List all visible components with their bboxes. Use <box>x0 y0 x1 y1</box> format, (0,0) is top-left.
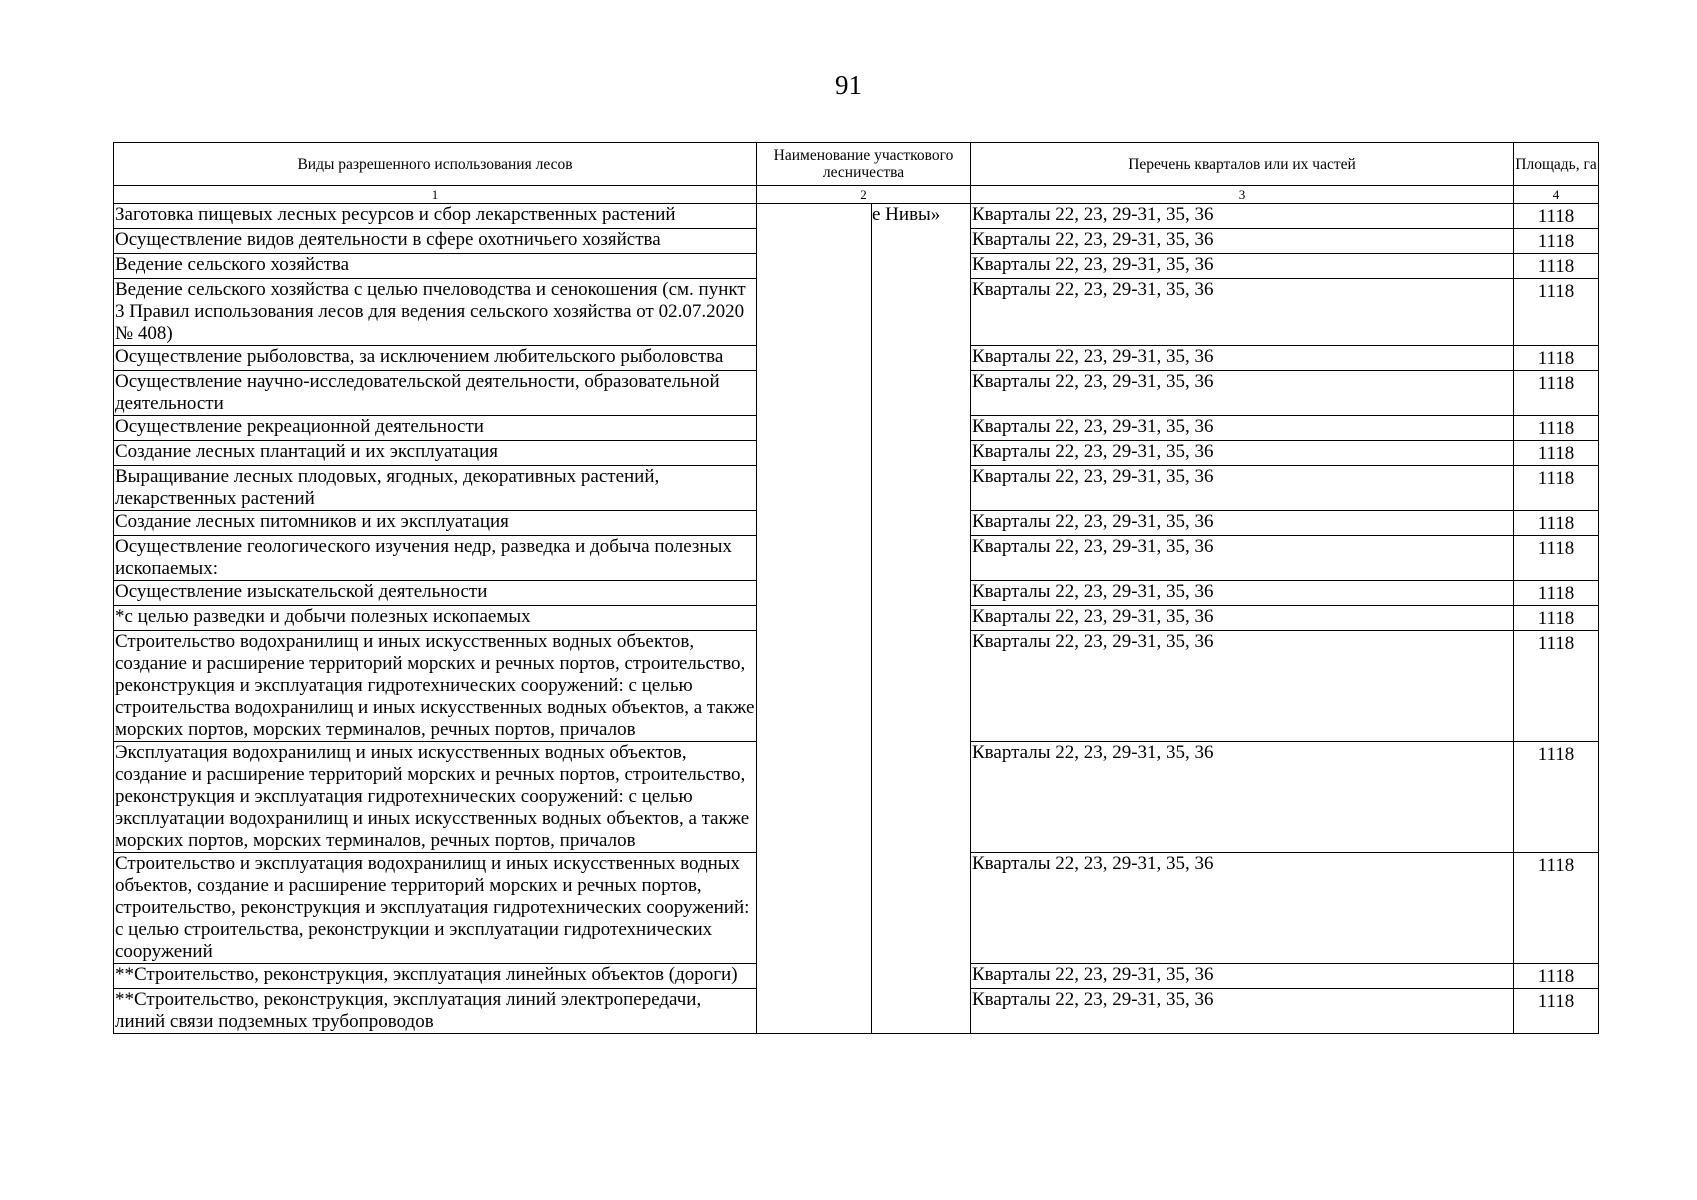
column-number: 2 <box>757 186 971 204</box>
area-value: 1118 <box>1514 346 1599 371</box>
area-value: 1118 <box>1514 371 1599 416</box>
header-area: Площадь, га <box>1514 143 1599 186</box>
column-number: 4 <box>1514 186 1599 204</box>
quarters-list: Кварталы 22, 23, 29-31, 35, 36 <box>971 631 1514 742</box>
forest-use-type: Осуществление геологического изучения недр, разведка и добыча полезных ископаемых: <box>114 536 757 581</box>
area-value: 1118 <box>1514 466 1599 511</box>
forest-use-type: Осуществление научно-исследовательской деятельности, образовательной деятельности <box>114 371 757 416</box>
area-value: 1118 <box>1514 254 1599 279</box>
page-number: 91 <box>835 70 862 100</box>
quarters-list: Кварталы 22, 23, 29-31, 35, 36 <box>971 581 1514 606</box>
header-forest-use-type: Виды разрешенного использования лесов <box>114 143 757 186</box>
forest-use-table <box>113 142 1599 1034</box>
table-header-row <box>114 143 1599 186</box>
area-value: 1118 <box>1514 606 1599 631</box>
forest-use-type: Ведение сельского хозяйства <box>114 254 757 279</box>
quarters-list: Кварталы 22, 23, 29-31, 35, 36 <box>971 229 1514 254</box>
forest-use-type: Осуществление изыскательской деятельности <box>114 581 757 606</box>
forest-use-type: Осуществление рыболовства, за исключением любительского рыболовства <box>114 346 757 371</box>
forest-use-type: Ведение сельского хозяйства с целью пчеловодства и сенокошения (см. пункт 3 Правил использования лесов для ведения сельского хозяйства от 02.07.2020 № 408) <box>114 279 757 346</box>
area-value: 1118 <box>1514 204 1599 229</box>
quarters-list: Кварталы 22, 23, 29-31, 35, 36 <box>971 606 1514 631</box>
forest-use-type: *с целью разведки и добычи полезных ископаемых <box>114 606 757 631</box>
area-value: 1118 <box>1514 229 1599 254</box>
quarters-list: Кварталы 22, 23, 29-31, 35, 36 <box>971 511 1514 536</box>
column-number: 1 <box>114 186 757 204</box>
lesnichestvo-cell <box>757 204 971 1034</box>
area-value: 1118 <box>1514 511 1599 536</box>
quarters-list: Кварталы 22, 23, 29-31, 35, 36 <box>971 964 1514 989</box>
forest-use-type: Эксплуатация водохранилищ и иных искусственных водных объектов, создание и расширение территорий морских и речных портов, строительство, реконструкция и эксплуатация гидротехнических сооружений: с целью эксплуатации водохранилищ и иных искусственных водных объектов, а также морских портов, морских терминалов, речных портов, причалов <box>114 742 757 853</box>
column-number-row <box>114 186 1599 204</box>
forest-use-type: Осуществление рекреационной деятельности <box>114 416 757 441</box>
quarters-list: Кварталы 22, 23, 29-31, 35, 36 <box>971 441 1514 466</box>
forest-use-type: Строительство водохранилищ и иных искусственных водных объектов, создание и расширение территорий морских и речных портов, строительство, реконструкция и эксплуатация гидротехнических сооружений: с целью строительства водохранилищ и иных искусственных водных объектов, а также морских портов, морских терминалов, речных портов, причалов <box>114 631 757 742</box>
area-value: 1118 <box>1514 279 1599 346</box>
lesnichestvo-divider <box>871 204 872 1033</box>
forest-use-type: Выращивание лесных плодовых, ягодных, декоративных растений, лекарственных растений <box>114 466 757 511</box>
forest-use-type: **Строительство, реконструкция, эксплуатация линейных объектов (дороги) <box>114 964 757 989</box>
forest-use-type: Заготовка пищевых лесных ресурсов и сбор лекарственных растений <box>114 204 757 229</box>
forest-use-type: Создание лесных питомников и их эксплуатация <box>114 511 757 536</box>
area-value: 1118 <box>1514 536 1599 581</box>
quarters-list: Кварталы 22, 23, 29-31, 35, 36 <box>971 204 1514 229</box>
area-value: 1118 <box>1514 964 1599 989</box>
quarters-list: Кварталы 22, 23, 29-31, 35, 36 <box>971 989 1514 1034</box>
area-value: 1118 <box>1514 581 1599 606</box>
quarters-list: Кварталы 22, 23, 29-31, 35, 36 <box>971 853 1514 964</box>
header-quarters: Перечень кварталов или их частей <box>971 143 1514 186</box>
header-lesnichestvo: Наименование участкового лесничества <box>757 143 971 186</box>
quarters-list: Кварталы 22, 23, 29-31, 35, 36 <box>971 371 1514 416</box>
quarters-list: Кварталы 22, 23, 29-31, 35, 36 <box>971 346 1514 371</box>
area-value: 1118 <box>1514 416 1599 441</box>
area-value: 1118 <box>1514 742 1599 853</box>
table-row <box>114 204 1599 229</box>
area-value: 1118 <box>1514 441 1599 466</box>
area-value: 1118 <box>1514 631 1599 742</box>
quarters-list: Кварталы 22, 23, 29-31, 35, 36 <box>971 466 1514 511</box>
area-value: 1118 <box>1514 853 1599 964</box>
forest-use-type: Осуществление видов деятельности в сфере охотничьего хозяйства <box>114 229 757 254</box>
quarters-list: Кварталы 22, 23, 29-31, 35, 36 <box>971 536 1514 581</box>
quarters-list: Кварталы 22, 23, 29-31, 35, 36 <box>971 279 1514 346</box>
quarters-list: Кварталы 22, 23, 29-31, 35, 36 <box>971 416 1514 441</box>
forest-use-type: **Строительство, реконструкция, эксплуатация линий электропередачи, линий связи подземных трубопроводов <box>114 989 757 1034</box>
quarters-list: Кварталы 22, 23, 29-31, 35, 36 <box>971 254 1514 279</box>
lesnichestvo-name: е Нивы» <box>872 204 941 225</box>
forest-use-type: Создание лесных плантаций и их эксплуатация <box>114 441 757 466</box>
area-value: 1118 <box>1514 989 1599 1034</box>
column-number: 3 <box>971 186 1514 204</box>
quarters-list: Кварталы 22, 23, 29-31, 35, 36 <box>971 742 1514 853</box>
forest-use-type: Строительство и эксплуатация водохранилищ и иных искусственных водных объектов, создание и расширение территорий морских и речных портов, строительство, реконструкция и эксплуатация гидротехнических сооружений: с целью строительства, реконструкции и эксплуатации гидротехнических сооружений <box>114 853 757 964</box>
